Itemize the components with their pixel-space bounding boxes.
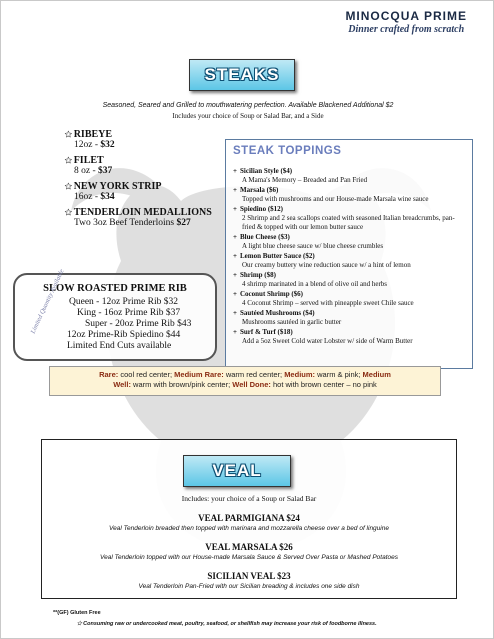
plus-icon: + (233, 186, 237, 194)
steak-size: Two 3oz Beef Tenderloins (74, 218, 175, 228)
temp-label: Medium: (284, 370, 316, 379)
topping-name: Surf & Turf ($18) (240, 328, 293, 336)
star-icon: ✩ (65, 130, 72, 139)
topping-name: Sicilian Style ($4) (240, 167, 293, 175)
topping-item (233, 328, 465, 346)
prime-rib-line: Queen - 12oz Prime Rib $32 (69, 297, 178, 307)
temp-label: Medium Rare: (174, 370, 224, 379)
steak-size: 16oz - (74, 192, 99, 202)
steak-item-tenderloin-medallions (65, 207, 225, 228)
prime-rib-box (13, 268, 217, 361)
topping-name: Sautéed Mushrooms ($4) (240, 309, 315, 317)
steak-name: RIBEYE (73, 129, 113, 140)
topping-desc: 2 Shrimp and 2 sea scallops coated with seasoned Italian breadcrumbs, pan-fried & topped with our lemon butter sauce (242, 214, 455, 231)
steak-name: FILET (73, 155, 104, 166)
prime-rib-line: King - 16oz Prime Rib $37 (77, 308, 181, 318)
topping-desc: Our creamy buttery wine reduction sauce w/ a hint of lemon (242, 261, 411, 269)
restaurant-tagline: Dinner crafted from scratch (348, 24, 465, 35)
plus-icon: + (233, 167, 237, 175)
topping-name: Marsala ($6) (240, 186, 279, 194)
topping-name: Blue Cheese ($3) (240, 233, 290, 241)
limited-quantity-stamp: Limited Quantity Available (29, 268, 66, 335)
topping-desc: A Mama's Memory – Breaded and Pan Fried (242, 176, 368, 184)
prime-rib-line: 12oz Prime-Rib Spiedino $44 (67, 330, 181, 340)
steaks-intro-line1: Seasoned, Seared and Grilled to mouthwatering perfection. Available Blackened Additional $2 (102, 102, 394, 109)
steak-toppings-box (225, 139, 473, 369)
plus-icon: + (233, 271, 237, 279)
steak-name: TENDERLOIN MEDALLIONS (73, 207, 212, 218)
prime-rib-line: Limited End Cuts available (67, 341, 172, 351)
topping-desc: Add a 5oz Sweet Cold water Lobster w/ side of Warm Butter (242, 337, 413, 345)
topping-desc: A light blue cheese sauce w/ blue cheese crumbles (242, 242, 384, 250)
plus-icon: + (233, 233, 237, 241)
topping-name: Shrimp ($8) (240, 271, 276, 279)
veal-heading: VEAL (212, 461, 262, 480)
topping-name: Coconut Shrimp ($6) (240, 290, 304, 298)
topping-item (233, 233, 465, 251)
toppings-heading: STEAK TOPPINGS (233, 145, 342, 157)
topping-item (233, 271, 465, 289)
topping-desc: Mushrooms sautéed in garlic butter (242, 318, 342, 326)
steaks-section-banner (189, 59, 295, 91)
plus-icon: + (233, 252, 237, 260)
steak-item-filet (65, 155, 225, 176)
temp-desc: hot with brown center – no pink (270, 380, 377, 389)
prime-rib-heading: SLOW ROASTED PRIME RIB (43, 283, 187, 294)
star-icon: ✩ (65, 208, 72, 217)
topping-desc: 4 Coconut Shrimp – served with pineapple sweet Chile sauce (242, 299, 414, 307)
topping-name: Lemon Butter Sauce ($2) (240, 252, 315, 260)
temp-label: Medium (362, 370, 391, 379)
steak-name: NEW YORK STRIP (73, 181, 162, 192)
consumption-warning: ✩ Consuming raw or undercooked meat, poultry, seafood, or shellfish may increase your risk of foodborne illness. (77, 621, 377, 627)
topping-item (233, 290, 465, 308)
temp-desc: cool red center; (118, 370, 175, 379)
steak-price: $34 (100, 192, 115, 202)
steak-price: $37 (98, 166, 113, 176)
plus-icon: + (233, 290, 237, 298)
veal-item-desc: Veal Tenderloin breaded then topped with marinara and mozzarella cheese over a bed of linguine (109, 525, 389, 532)
veal-intro: Includes: your choice of a Soup or Salad Bar (181, 494, 317, 503)
veal-section-banner (183, 455, 291, 487)
steaks-intro-line2: Includes your choice of Soup or Salad Bar, and a Side (172, 112, 324, 120)
temperature-guide (49, 366, 441, 396)
topping-item (233, 205, 465, 232)
restaurant-header (345, 9, 467, 35)
gluten-free-note: **(GF) Gluten Free (53, 610, 101, 616)
prime-rib-line: Super - 20oz Prime Rib $43 (85, 319, 192, 329)
steak-size: 12oz - (74, 140, 99, 150)
temp-desc: warm & pink; (315, 370, 363, 379)
topping-item (233, 167, 465, 185)
topping-desc: Topped with mushrooms and our House-made Marsala wine sauce (242, 195, 429, 203)
plus-icon: + (233, 328, 237, 336)
star-icon: ✩ (65, 156, 72, 165)
veal-item-name: SICILIAN VEAL $23 (207, 571, 291, 581)
steak-size: 8 oz - (74, 166, 96, 176)
topping-name: Spiedino ($12) (240, 205, 283, 213)
temp-label: Well Done: (232, 380, 271, 389)
restaurant-name: MINOCQUA PRIME (345, 9, 467, 23)
star-icon: ✩ (65, 182, 72, 191)
topping-item (233, 309, 465, 327)
topping-item (233, 252, 465, 270)
temp-label: Rare: (99, 370, 119, 379)
veal-item-name: VEAL MARSALA $26 (205, 542, 293, 552)
steak-item-ribeye (65, 129, 225, 150)
steak-list (65, 129, 225, 233)
plus-icon: + (233, 205, 237, 213)
steak-price: $27 (176, 218, 191, 228)
veal-item-desc: Veal Tenderloin topped with our House-made Marsala Sauce & Served Over Pasta or Mashed Potatoes (100, 554, 398, 561)
steaks-heading: STEAKS (204, 65, 280, 84)
veal-item-desc: Veal Tenderloin Pan-Fried with our Sicilian breading & includes one side dish (138, 583, 360, 590)
veal-item-name: VEAL PARMIGIANA $24 (198, 513, 300, 523)
steak-price: $32 (100, 140, 115, 150)
temp-label: Well: (113, 380, 131, 389)
topping-item (233, 186, 465, 204)
temp-desc: warm with brown/pink center; (130, 380, 233, 389)
topping-desc: 4 shrimp marinated in a blend of olive oil and herbs (242, 280, 388, 288)
temp-desc: warm red center; (223, 370, 285, 379)
steak-item-new-york-strip (65, 181, 225, 202)
plus-icon: + (233, 309, 237, 317)
prime-rib-list (59, 297, 191, 352)
